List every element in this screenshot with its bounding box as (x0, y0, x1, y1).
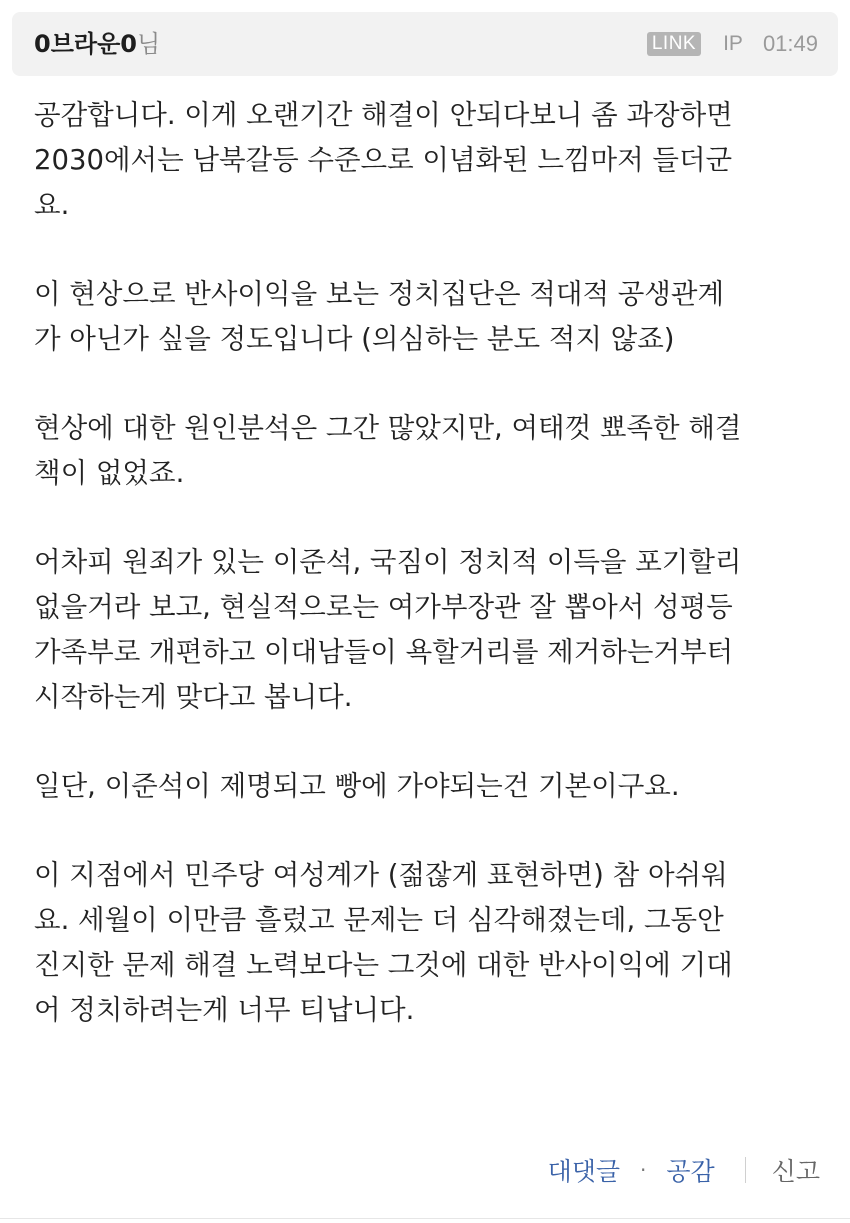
comment-actions (548, 1152, 820, 1188)
author-honorific: 님 (136, 30, 161, 58)
comment-paragraph: 공감합니다. 이게 오랜기간 해결이 안되다보니 좀 과장하면 2030에서는 남북갈등 수준으로 이념화된 느낌마저 들더군 요. (34, 99, 733, 221)
comment-paragraph: 이 현상으로 반사이익을 보는 정치집단은 적대적 공생관계 가 아닌가 싶을 정도입니다 (의심하는 분도 적지 않죠) (34, 278, 725, 355)
action-divider (745, 1157, 746, 1183)
like-button[interactable]: 공감 (666, 1157, 715, 1186)
reply-button[interactable]: 대댓글 (547, 1157, 621, 1186)
comment-paragraph: 일단, 이준석이 제명되고 빵에 가야되는건 기본이구요. (34, 770, 680, 802)
comment-body (34, 93, 824, 1033)
comment-time: 01:49 (762, 31, 818, 56)
ip-label: IP (723, 32, 743, 55)
comment-divider (0, 1218, 850, 1219)
link-badge[interactable]: LINK (647, 32, 701, 56)
comment-paragraph: 이 지점에서 민주당 여성계가 (젊잖게 표현하면) 참 아쉬워 요. 세월이 이만큼 흘렀고 문제는 더 심각해졌는데, 그동안 진지한 문제 해결 노력보다는 그것에 대한 반사이익에 기대 어 정치하려는게 너무 티납니다. (34, 859, 733, 1026)
comment-meta (647, 29, 818, 59)
comment-paragraph: 어차피 원죄가 있는 이준석, 국짐이 정치적 이득을 포기할리 없을거라 보고, 현실적으로는 여가부장관 잘 뽑아서 성평등 가족부로 개편하고 이대남들이 욕할거리를 제거하는거부터 시작하는게 맞다고 봅니다. (34, 546, 742, 713)
action-separator-dot: · (640, 1158, 647, 1182)
comment-header (12, 12, 838, 76)
comment-paragraph: 현상에 대한 원인분석은 그간 많았지만, 여태껏 뾰족한 해결 책이 없었죠. (34, 412, 742, 489)
comment-author[interactable] (34, 29, 160, 59)
report-button[interactable]: 신고 (771, 1157, 820, 1186)
author-name[interactable]: 0브라운0 (34, 30, 137, 58)
